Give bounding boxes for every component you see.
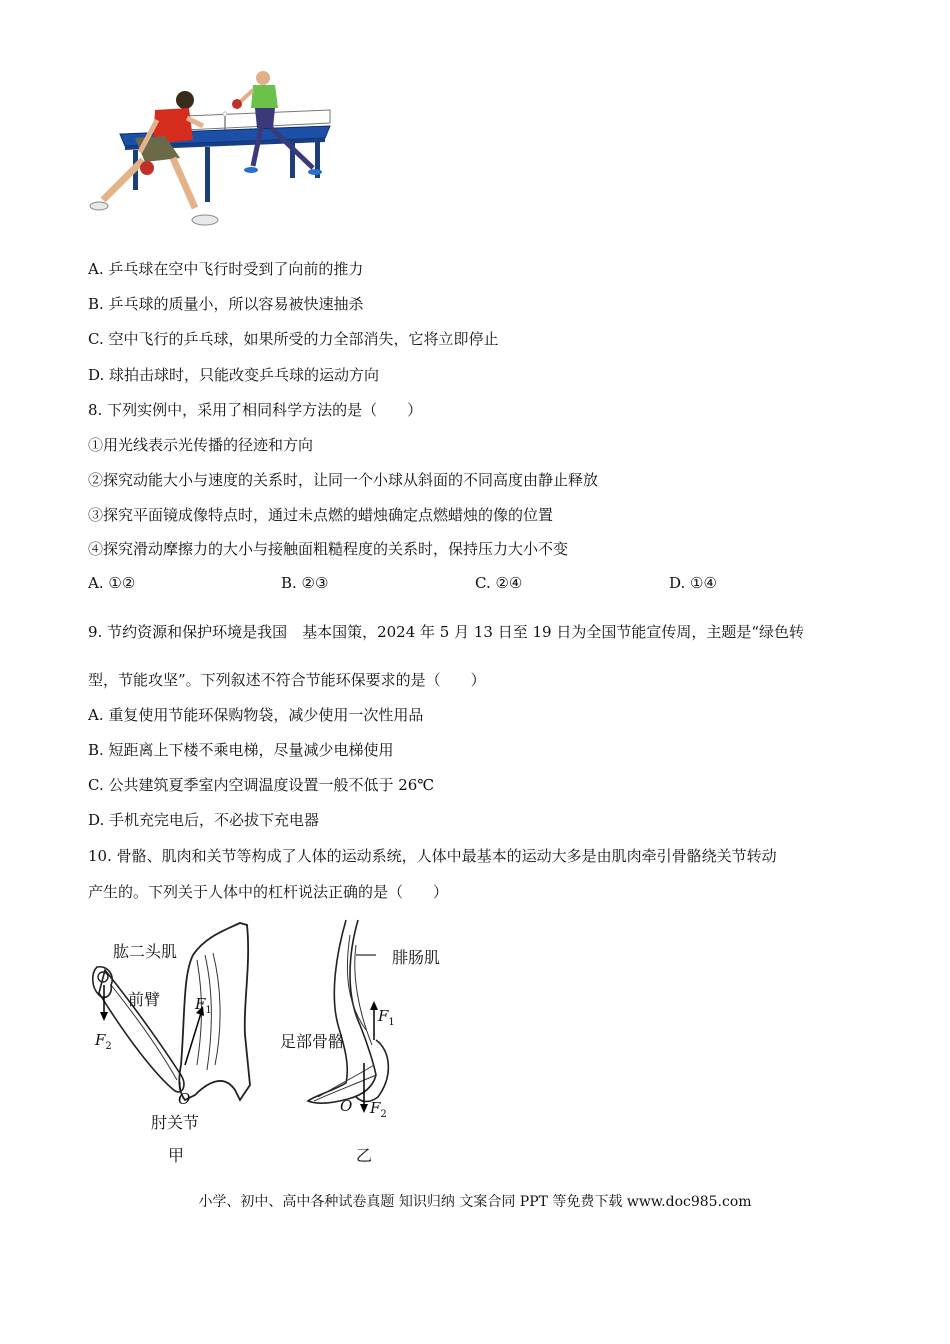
q8-item-1: ①用光线表示光传播的径迹和方向 [88, 436, 314, 454]
q9-stem-line2: 型，节能攻坚”。下列叙述不符合节能环保要求的是（ ） [88, 671, 486, 689]
label-f1 [378, 1007, 395, 1028]
q9-option-c: C. 公共建筑夏季室内空调温度设置一般不低于 26℃ [88, 776, 435, 794]
q10-stem-line2: 产生的。下列关于人体中的杠杆说法正确的是（ ） [88, 883, 449, 901]
label-elbow: 肘关节 [151, 1113, 200, 1132]
label-f1-letter: F [378, 1007, 389, 1025]
q8-item-4: ④探究滑动摩擦力的大小与接触面粗糙程度的关系时，保持压力大小不变 [88, 540, 569, 558]
label-f2-letter: F [370, 1099, 381, 1117]
label-pivot-o: O [178, 1090, 191, 1108]
q9-option-d: D. 手机充完电后，不必拔下充电器 [88, 811, 320, 829]
q7-option-d: D. 球拍击球时，只能改变乒乓球的运动方向 [88, 366, 380, 384]
table-tennis-illustration [85, 68, 335, 230]
label-f2-sub: 2 [105, 1041, 112, 1052]
q8-option-b: B. ②③ [281, 574, 329, 592]
q8-item-2: ②探究动能大小与速度的关系时，让同一个小球从斜面的不同高度由静止释放 [88, 471, 599, 489]
figure-yi [278, 915, 458, 1125]
q7-option-c: C. 空中飞行的乒乓球，如果所受的力全部消失，它将立即停止 [88, 330, 499, 348]
label-f1-sub: 1 [388, 1017, 395, 1028]
label-pivot-o: O [340, 1097, 353, 1115]
label-f2-letter: F [95, 1031, 106, 1049]
caption-jia: 甲 [168, 1146, 185, 1165]
q8-option-d: D. ①④ [669, 574, 717, 592]
q9-stem-line1: 9. 节约资源和保护环境是我国 基本国策，2024 年 5 月 13 日至 19 日为全国节能宣传周，主题是“绿色转 [88, 623, 805, 641]
q9-option-a: A. 重复使用节能环保购物袋，减少使用一次性用品 [88, 706, 424, 724]
q8-options [88, 574, 868, 594]
label-f2 [95, 1031, 112, 1052]
label-f1-sub: 1 [205, 1005, 212, 1016]
label-calf: 腓肠肌 [392, 948, 441, 967]
caption-yi: 乙 [356, 1146, 373, 1165]
label-biceps: 肱二头肌 [113, 942, 178, 961]
label-f2-sub: 2 [380, 1109, 387, 1120]
label-f1-letter: F [195, 995, 206, 1013]
label-forearm: 前臂 [128, 990, 161, 1009]
q8-stem: 8. 下列实例中，采用了相同科学方法的是（ ） [88, 401, 423, 419]
q7-option-b: B. 乒乓球的质量小，所以容易被快速抽杀 [88, 295, 364, 313]
q8-item-3: ③探究平面镜成像特点时，通过未点燃的蜡烛确定点燃蜡烛的像的位置 [88, 506, 554, 524]
figure-jia [85, 915, 265, 1135]
page-footer: 小学、初中、高中各种试卷真题 知识归纳 文案合同 PPT 等免费下载 www.doc985.com [198, 1194, 752, 1210]
q8-option-a: A. ①② [88, 574, 136, 592]
q10-stem-line1: 10. 骨骼、肌肉和关节等构成了人体的运动系统，人体中最基本的运动大多是由肌肉牵引骨骼绕关节转动 [88, 847, 777, 865]
label-f1 [195, 995, 212, 1016]
label-foot-bones: 足部骨骼 [280, 1032, 345, 1051]
q9-option-b: B. 短距离上下楼不乘电梯，尽量减少电梯使用 [88, 741, 394, 759]
q8-option-c: C. ②④ [475, 574, 523, 592]
q7-option-a: A. 乒乓球在空中飞行时受到了向前的推力 [88, 260, 364, 278]
label-f2 [370, 1099, 387, 1120]
